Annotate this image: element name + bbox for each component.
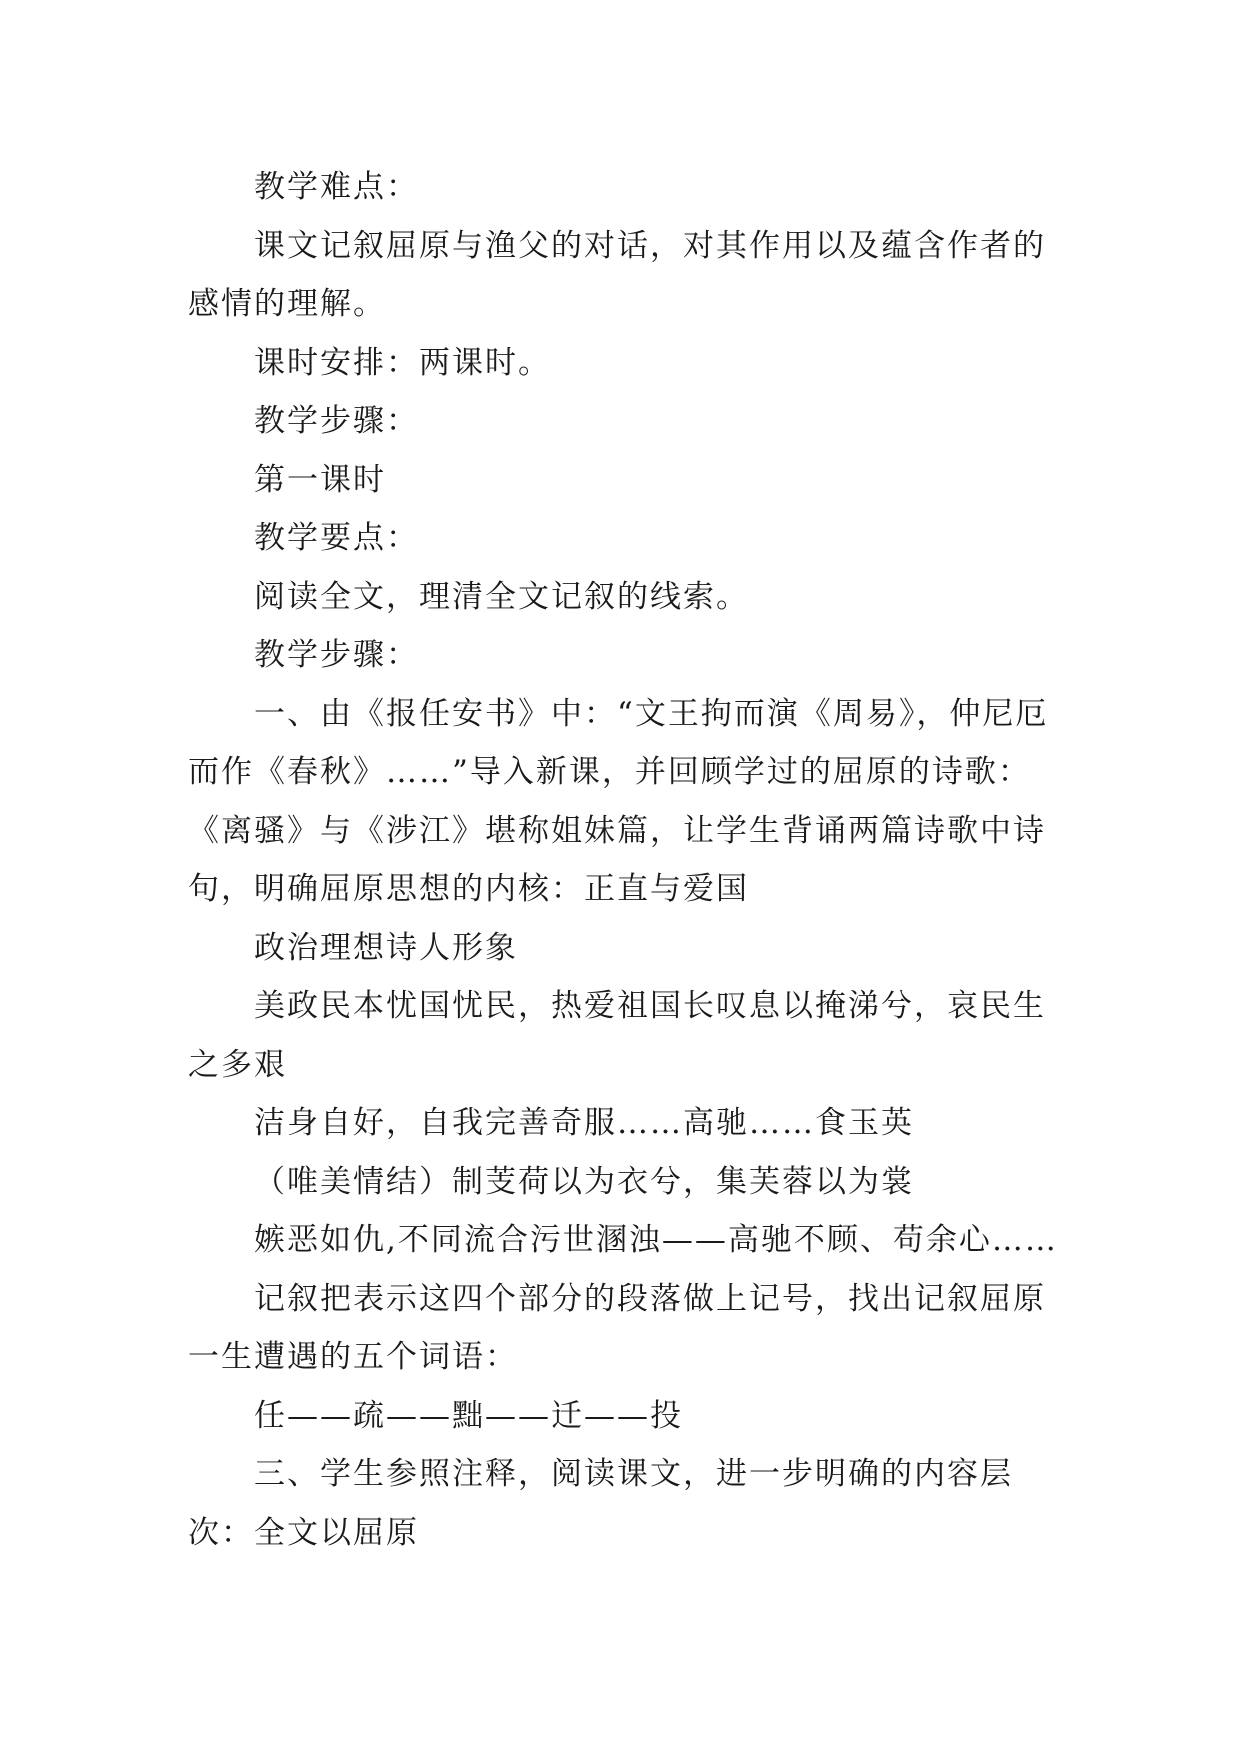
heading-first-lesson: 第一课时 <box>254 461 386 498</box>
paragraph-step-one: 一、由《报任安书》中：“文王拘而演《周易》，仲尼厄而作《春秋》……”导入新课，并回顾学过的屈原的诗歌：《离骚》与《涉江》堪称姐妹篇，让学生背诵两篇诗歌中诗句，明确屈原思想的内核：正直与爱国 <box>188 695 1049 907</box>
paragraph-mark-sections: 记叙把表示这四个部分的段落做上记号，找出记叙屈原一生遭遇的五个词语： <box>188 1280 1046 1375</box>
paragraph-five-words: 任——疏——黜——迁——投 <box>254 1397 683 1434</box>
paragraph-class-hours: 课时安排：两课时。 <box>254 344 551 381</box>
paragraph-step-three: 三、学生参照注释，阅读课文，进一步明确的内容层次：全文以屈原 <box>188 1456 1013 1551</box>
heading-teaching-points: 教学要点： <box>254 520 419 556</box>
paragraph-ideal-image: 政治理想诗人形象 <box>254 929 518 966</box>
paragraph-hate-evil: 嫉恶如仇,不同流合污世溷浊——高驰不顾、苟余心…… <box>254 1222 1058 1258</box>
paragraph-read-full-text: 阅读全文，理清全文记叙的线索。 <box>254 578 749 615</box>
heading-teaching-steps: 教学步骤： <box>254 403 419 439</box>
paragraph-clean-self: 洁身自好，自我完善奇服……高驰……食玉英 <box>254 1105 914 1141</box>
paragraph-mei-zheng: 美政民本忧国忧民，热爱祖国长叹息以掩涕兮，哀民生之多艰 <box>188 988 1046 1083</box>
heading-teaching-difficulty: 教学难点： <box>254 169 419 205</box>
document-body <box>188 158 1058 1562</box>
heading-teaching-steps-2: 教学步骤： <box>254 637 419 673</box>
paragraph-difficulty-detail: 课文记叙屈原与渔父的对话，对其作用以及蕴含作者的感情的理解。 <box>188 227 1046 322</box>
paragraph-aesthetic: （唯美情结）制芰荷以为衣兮，集芙蓉以为裳 <box>254 1163 914 1200</box>
